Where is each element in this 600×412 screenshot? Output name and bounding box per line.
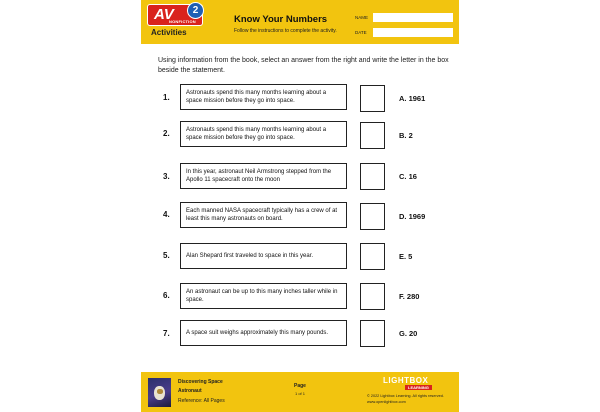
answer-box[interactable] xyxy=(360,163,385,190)
answer-option: D. 1969 xyxy=(399,212,426,221)
answer-box[interactable] xyxy=(360,283,385,310)
answer-option: C. 16 xyxy=(399,172,417,181)
question-statement xyxy=(180,163,347,189)
name-field[interactable] xyxy=(373,13,453,22)
page-label: Page xyxy=(294,383,306,389)
footer-bar xyxy=(141,372,459,412)
statement-text: An astronaut can be up to this many inches taller while in space. xyxy=(186,289,338,303)
book-title: Astronaut xyxy=(178,388,202,394)
answer-option: G. 20 xyxy=(399,329,418,338)
reference-text: Reference: All Pages xyxy=(178,398,225,404)
astronaut-visor xyxy=(157,389,163,394)
question-statement xyxy=(180,283,347,309)
instructions: Using information from the book, select an answer from the right and write the letter in the box beside the statement. xyxy=(158,57,449,74)
question-statement xyxy=(180,121,347,147)
answer-option: A. 1961 xyxy=(399,94,426,103)
copyright-text: © 2022 Lightbox Learning. All rights reserved. xyxy=(367,394,444,398)
statement-text: Astronauts spend this many months learning about a space mission before they go into space. xyxy=(186,90,327,104)
statement-text: Alan Shepard first traveled to space in this year. xyxy=(186,253,314,259)
lightbox-logo: LIGHTBOX xyxy=(383,376,429,385)
worksheet-page xyxy=(141,0,459,412)
logo-av: AV xyxy=(147,4,203,26)
date-field[interactable] xyxy=(373,28,453,37)
date-label: DATE xyxy=(355,30,367,35)
learning-tag: LEARNING xyxy=(405,385,432,390)
name-label: NAME xyxy=(355,15,369,20)
question-number: 1. xyxy=(163,93,170,102)
question-number: 2. xyxy=(163,129,170,138)
answer-box[interactable] xyxy=(360,243,385,270)
question-number: 7. xyxy=(163,329,170,338)
page-subtitle: Follow the instructions to complete the activity. xyxy=(234,28,337,34)
page-title: Know Your Numbers xyxy=(234,14,328,25)
statement-text: Astronauts spend this many months learning about a space mission before they go into space. xyxy=(186,127,327,141)
website-link[interactable]: www.openlightbox.com xyxy=(367,400,406,404)
activities-label: Activities xyxy=(151,28,187,37)
question-number: 3. xyxy=(163,172,170,181)
answer-box[interactable] xyxy=(360,320,385,347)
statement-text: A space suit weighs approximately this many pounds. xyxy=(186,330,329,336)
header-bar xyxy=(141,0,459,44)
book-cover-image xyxy=(148,378,171,407)
logo-number: 2 xyxy=(187,2,204,19)
question-number: 4. xyxy=(163,210,170,219)
answer-box[interactable] xyxy=(360,85,385,112)
av2-logo xyxy=(147,4,207,28)
question-statement xyxy=(180,202,347,228)
answer-option: F. 280 xyxy=(399,292,420,301)
answer-box[interactable] xyxy=(360,203,385,230)
question-statement xyxy=(180,243,347,269)
question-number: 5. xyxy=(163,251,170,260)
question-statement xyxy=(180,84,347,110)
answer-box[interactable] xyxy=(360,122,385,149)
page-number: 1 of 1 xyxy=(294,391,305,396)
logo-subtext: NONFICTION xyxy=(169,19,196,24)
question-statement xyxy=(180,320,347,346)
question-number: 6. xyxy=(163,291,170,300)
answer-option: B. 2 xyxy=(399,131,413,140)
answer-option: E. 5 xyxy=(399,252,413,261)
series-title: Discovering Space xyxy=(178,379,223,385)
statement-text: Each manned NASA spacecraft typically has a crew of at least this many astronauts on board. xyxy=(186,208,338,222)
statement-text: In this year, astronaut Neil Armstrong stepped from the Apollo 11 spacecraft onto the moon xyxy=(186,169,332,183)
